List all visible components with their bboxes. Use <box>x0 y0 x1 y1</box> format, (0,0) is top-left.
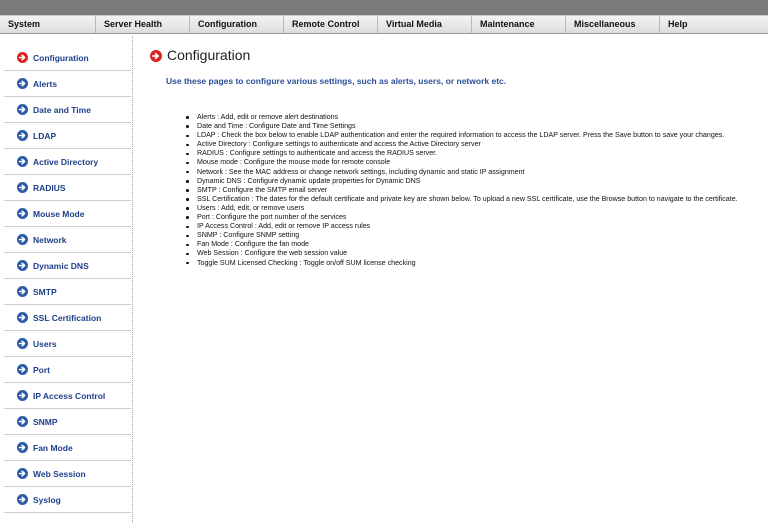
menu-configuration[interactable]: Configuration <box>190 16 284 33</box>
list-item: IP Access Control : Add, edit or remove IP access rules <box>186 222 768 231</box>
sidebar-item-label: IP Access Control <box>33 390 106 401</box>
arrow-right-circle-blue-icon <box>17 390 28 401</box>
arrow-right-circle-blue-icon <box>17 78 28 89</box>
arrow-right-circle-blue-icon <box>17 156 28 167</box>
arrow-right-circle-blue-icon <box>17 312 28 323</box>
list-item: Active Directory : Configure settings to authenticate and access the Active Directory server <box>186 140 768 149</box>
sidebar-item-label: Web Session <box>33 468 86 479</box>
arrow-right-circle-blue-icon <box>17 260 28 271</box>
sidebar <box>4 45 131 513</box>
sidebar-item-label: Fan Mode <box>33 442 73 453</box>
sidebar-item-ssl-certification[interactable] <box>4 305 131 331</box>
list-item: Dynamic DNS : Configure dynamic update properties for Dynamic DNS <box>186 177 768 186</box>
sidebar-item-alerts[interactable] <box>4 71 131 97</box>
arrow-right-circle-blue-icon <box>17 234 28 245</box>
page-subtitle: Use these pages to configure various settings, such as alerts, users, or network etc. <box>166 76 507 86</box>
menu-server-health[interactable]: Server Health <box>96 16 190 33</box>
list-item: Users : Add, edit, or remove users <box>186 204 768 213</box>
arrow-right-circle-blue-icon <box>17 364 28 375</box>
list-item: Web Session : Configure the web session value <box>186 249 768 258</box>
sidebar-item-label: LDAP <box>33 130 57 141</box>
page-title: Configuration <box>167 47 251 63</box>
sidebar-item-mouse-mode[interactable] <box>4 201 131 227</box>
list-item: Date and Time : Configure Date and Time Settings <box>186 122 768 131</box>
sidebar-item-label: Alerts <box>33 78 58 89</box>
list-item: SNMP : Configure SNMP setting <box>186 231 768 240</box>
sidebar-item-syslog[interactable] <box>4 487 131 513</box>
list-item: Toggle SUM Licensed Checking : Toggle on/off SUM license checking <box>186 259 768 268</box>
page-header <box>150 47 250 63</box>
menu-remote-control[interactable]: Remote Control <box>284 16 378 33</box>
arrow-right-circle-blue-icon <box>17 338 28 349</box>
sidebar-item-fan-mode[interactable] <box>4 435 131 461</box>
sidebar-item-label: SMTP <box>33 286 57 297</box>
sidebar-item-label: SSL Certification <box>33 312 102 323</box>
sidebar-item-smtp[interactable] <box>4 279 131 305</box>
arrow-right-circle-blue-icon <box>17 494 28 505</box>
sidebar-item-label: RADIUS <box>33 182 66 193</box>
sidebar-item-ldap[interactable] <box>4 123 131 149</box>
sidebar-item-users[interactable] <box>4 331 131 357</box>
list-item: LDAP : Check the box below to enable LDAP authentication and enter the required information to access the LDAP server. Press the Save button to save your changes. <box>186 131 768 140</box>
sidebar-item-web-session[interactable] <box>4 461 131 487</box>
sidebar-item-network[interactable] <box>4 227 131 253</box>
list-item: Mouse mode : Configure the mouse mode for remote console <box>186 158 768 167</box>
sidebar-item-configuration[interactable] <box>4 45 131 71</box>
top-menu-bar <box>0 15 768 34</box>
sidebar-item-active-directory[interactable] <box>4 149 131 175</box>
arrow-right-circle-blue-icon <box>17 468 28 479</box>
sidebar-item-label: Users <box>33 338 57 349</box>
sidebar-item-port[interactable] <box>4 357 131 383</box>
sidebar-item-label: Mouse Mode <box>33 208 85 219</box>
menu-maintenance[interactable]: Maintenance <box>472 16 566 33</box>
list-item: SMTP : Configure the SMTP email server <box>186 186 768 195</box>
arrow-right-circle-blue-icon <box>17 286 28 297</box>
arrow-right-circle-blue-icon <box>17 182 28 193</box>
window-top-strip <box>0 0 768 15</box>
arrow-right-circle-red-icon <box>17 52 28 63</box>
menu-help[interactable]: Help <box>668 19 688 29</box>
sidebar-item-label: SNMP <box>33 416 58 427</box>
list-item: Fan Mode : Configure the fan mode <box>186 240 768 249</box>
sidebar-divider <box>132 36 133 523</box>
sidebar-item-label: Date and Time <box>33 104 91 115</box>
list-item: Port : Configure the port number of the services <box>186 213 768 222</box>
description-list <box>186 113 768 268</box>
arrow-right-circle-red-icon <box>150 49 162 61</box>
menu-virtual-media[interactable]: Virtual Media <box>378 16 472 33</box>
menu-miscellaneous[interactable]: Miscellaneous <box>566 16 660 33</box>
arrow-right-circle-blue-icon <box>17 130 28 141</box>
sidebar-item-snmp[interactable] <box>4 409 131 435</box>
sidebar-item-label: Active Directory <box>33 156 99 167</box>
sidebar-item-label: Syslog <box>33 494 61 505</box>
list-item: RADIUS : Configure settings to authenticate and access the RADIUS server. <box>186 149 768 158</box>
arrow-right-circle-blue-icon <box>17 208 28 219</box>
list-item: Alerts : Add, edit or remove alert destinations <box>186 113 768 122</box>
sidebar-item-label: Port <box>33 364 50 375</box>
sidebar-item-dynamic-dns[interactable] <box>4 253 131 279</box>
arrow-right-circle-blue-icon <box>17 442 28 453</box>
sidebar-item-date-and-time[interactable] <box>4 97 131 123</box>
sidebar-item-ip-access-control[interactable] <box>4 383 131 409</box>
menu-system[interactable]: System <box>0 16 96 33</box>
sidebar-item-label: Network <box>33 234 67 245</box>
sidebar-item-label: Dynamic DNS <box>33 260 89 271</box>
arrow-right-circle-blue-icon <box>17 416 28 427</box>
list-item: SSL Certification : The dates for the default certificate and private key are shown below. To upload a new SSL certificate, use the Browse button to navigate to the certificate. <box>186 195 768 204</box>
sidebar-item-label: Configuration <box>33 52 89 63</box>
sidebar-item-radius[interactable] <box>4 175 131 201</box>
arrow-right-circle-blue-icon <box>17 104 28 115</box>
list-item: Network : See the MAC address or change network settings, including dynamic and static IP assignment <box>186 168 768 177</box>
